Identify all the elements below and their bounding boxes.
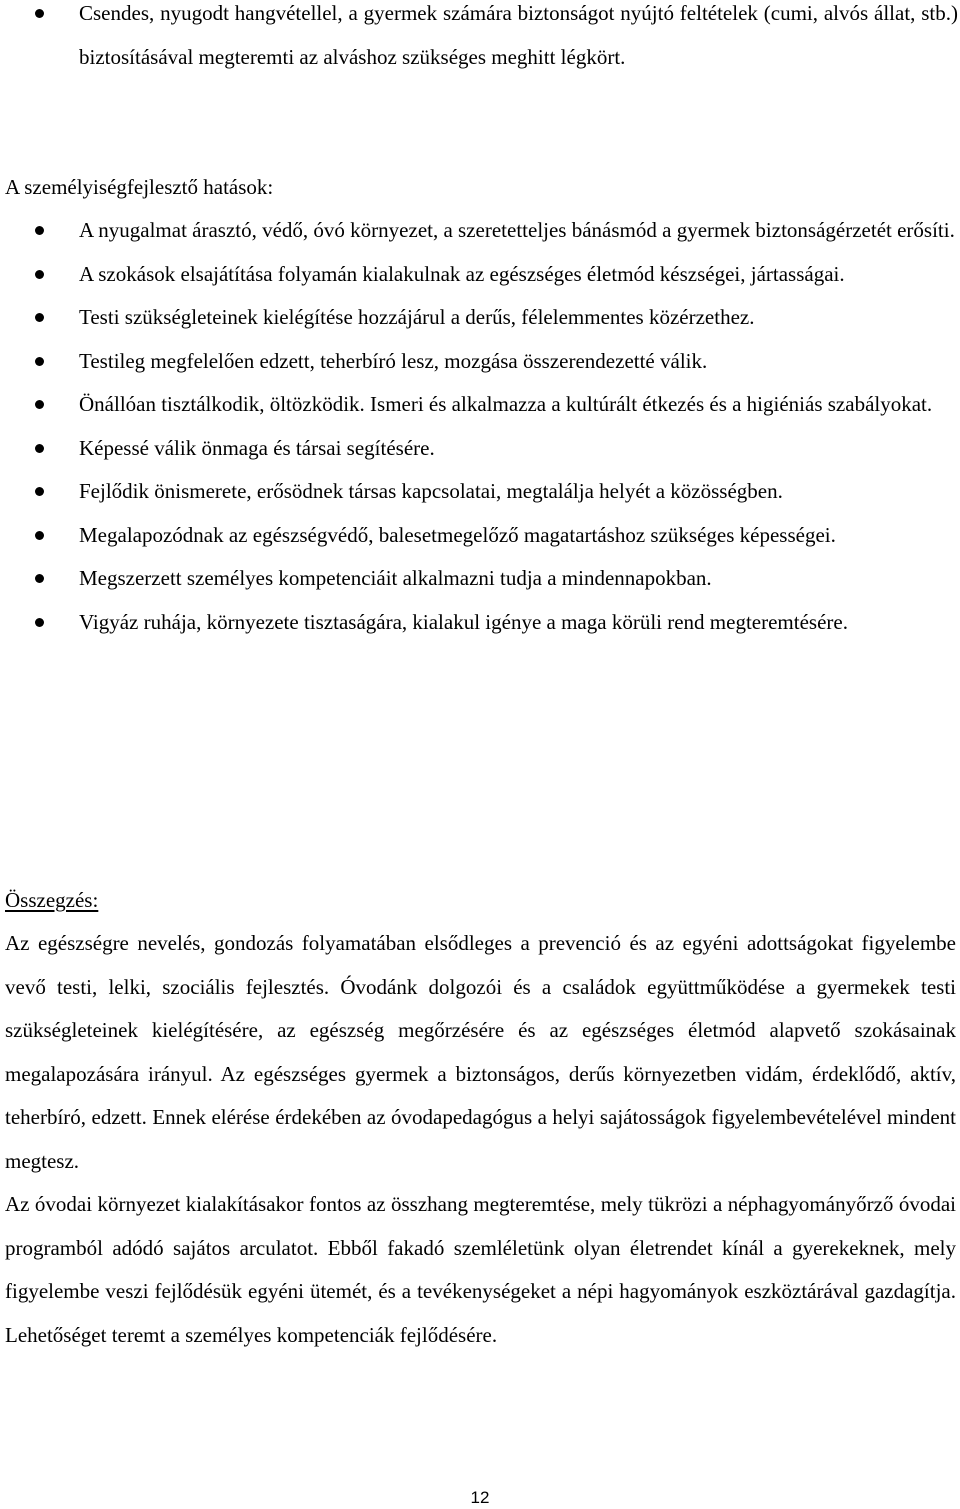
list-item-text: Fejlődik önismerete, erősödnek társas kapcsolatai, megtalálja helyét a közösségben. <box>79 479 783 503</box>
list-item-text: Megszerzett személyes kompetenciáit alkalmazni tudja a mindennapokban. <box>79 566 712 590</box>
list-item-text: Csendes, nyugodt hangvétellel, a gyermek számára biztonságot nyújtó feltételek (cumi, alvós állat, stb.) biztosításával megteremti az alváshoz szükséges meghitt légkört. <box>79 1 958 69</box>
list-item <box>0 557 958 601</box>
list-item-text: Képessé válik önmaga és társai segítésére. <box>79 435 435 460</box>
section-heading-personality: A személyiségfejlesztő hatások: <box>5 175 274 199</box>
list-item <box>0 383 958 427</box>
list-item-text: A szokások elsajátítása folyamán kialakulnak az egészséges életmód készségei, jártasságai. <box>79 261 845 286</box>
bullet-icon <box>35 618 44 627</box>
list-item <box>0 427 958 471</box>
bullet-icon <box>35 9 44 18</box>
page-number: 12 <box>470 1488 490 1507</box>
bullet-icon <box>35 270 44 279</box>
bullet-icon <box>35 574 44 583</box>
list-item-text: Megalapozódnak az egészségvédő, balesetmegelőző magatartáshoz szükséges képességei. <box>79 522 836 547</box>
bullet-icon <box>35 444 44 453</box>
bullet-icon <box>35 487 44 496</box>
list-item-text: Testi szükségleteinek kielégítése hozzájárul a derűs, félelemmentes közérzethez. <box>79 305 755 329</box>
bullet-icon <box>35 313 44 322</box>
list-item <box>0 209 958 253</box>
bullet-icon <box>35 226 44 235</box>
summary-paragraph-2: Az óvodai környezet kialakításakor fontos az összhang megteremtése, mely tükrözi a néphagyományőrző óvodai programból adódó sajátos arculatot. Ebből fakadó szemléletünk olyan életrendet kínál a gyerekeknek, mely figyelembe veszi fejlődésük egyéni ütemét, és a tevékenységeket a népi hagyományok eszköztárával gazdagítja. Lehetőséget teremt a személyes kompetenciák fejlődésére. <box>5 1192 956 1347</box>
list-item <box>0 470 958 514</box>
list-item-text: A nyugalmat árasztó, védő, óvó környezet, a szeretetteljes bánásmód a gyermek biztonságérzetét erősíti. <box>79 218 955 242</box>
personality-bullet-list <box>0 209 958 644</box>
list-item-text: Vigyáz ruhája, környezete tisztaságára, kialakul igénye a maga körüli rend megteremtésére. <box>79 609 848 634</box>
bullet-icon <box>35 357 44 366</box>
list-item <box>0 601 958 645</box>
list-item <box>0 0 958 79</box>
top-bullet-list <box>0 0 958 79</box>
bullet-icon <box>35 531 44 540</box>
bullet-icon <box>35 400 44 409</box>
summary-paragraph-1: Az egészségre nevelés, gondozás folyamatában elsődleges a prevenció és az egyéni adottságokat figyelembe vevő testi, lelki, szociális fejlesztés. Óvodánk dolgozói és a családok együttműködése a gyermekek testi szükségleteinek kielégítésére, az egészség megőrzésére és az egészséges életmód alapvető szokásainak megalapozására irányul. Az egészséges gyermek a biztonságos, derűs környezetben vidám, érdeklődő, aktív, teherbíró, edzett. Ennek elérése érdekében az óvodapedagógus a helyi sajátosságok figyelembevételével mindent megtesz. <box>5 931 956 1173</box>
list-item <box>0 253 958 297</box>
list-item <box>0 340 958 384</box>
list-item <box>0 514 958 558</box>
list-item <box>0 296 958 340</box>
list-item-text: Testileg megfelelően edzett, teherbíró lesz, mozgása összerendezetté válik. <box>79 348 708 373</box>
list-item-text: Önállóan tisztálkodik, öltözködik. Ismeri és alkalmazza a kultúrált étkezés és a higiéniás szabályokat. <box>79 392 933 416</box>
section-heading-summary: Összegzés: <box>5 888 99 912</box>
